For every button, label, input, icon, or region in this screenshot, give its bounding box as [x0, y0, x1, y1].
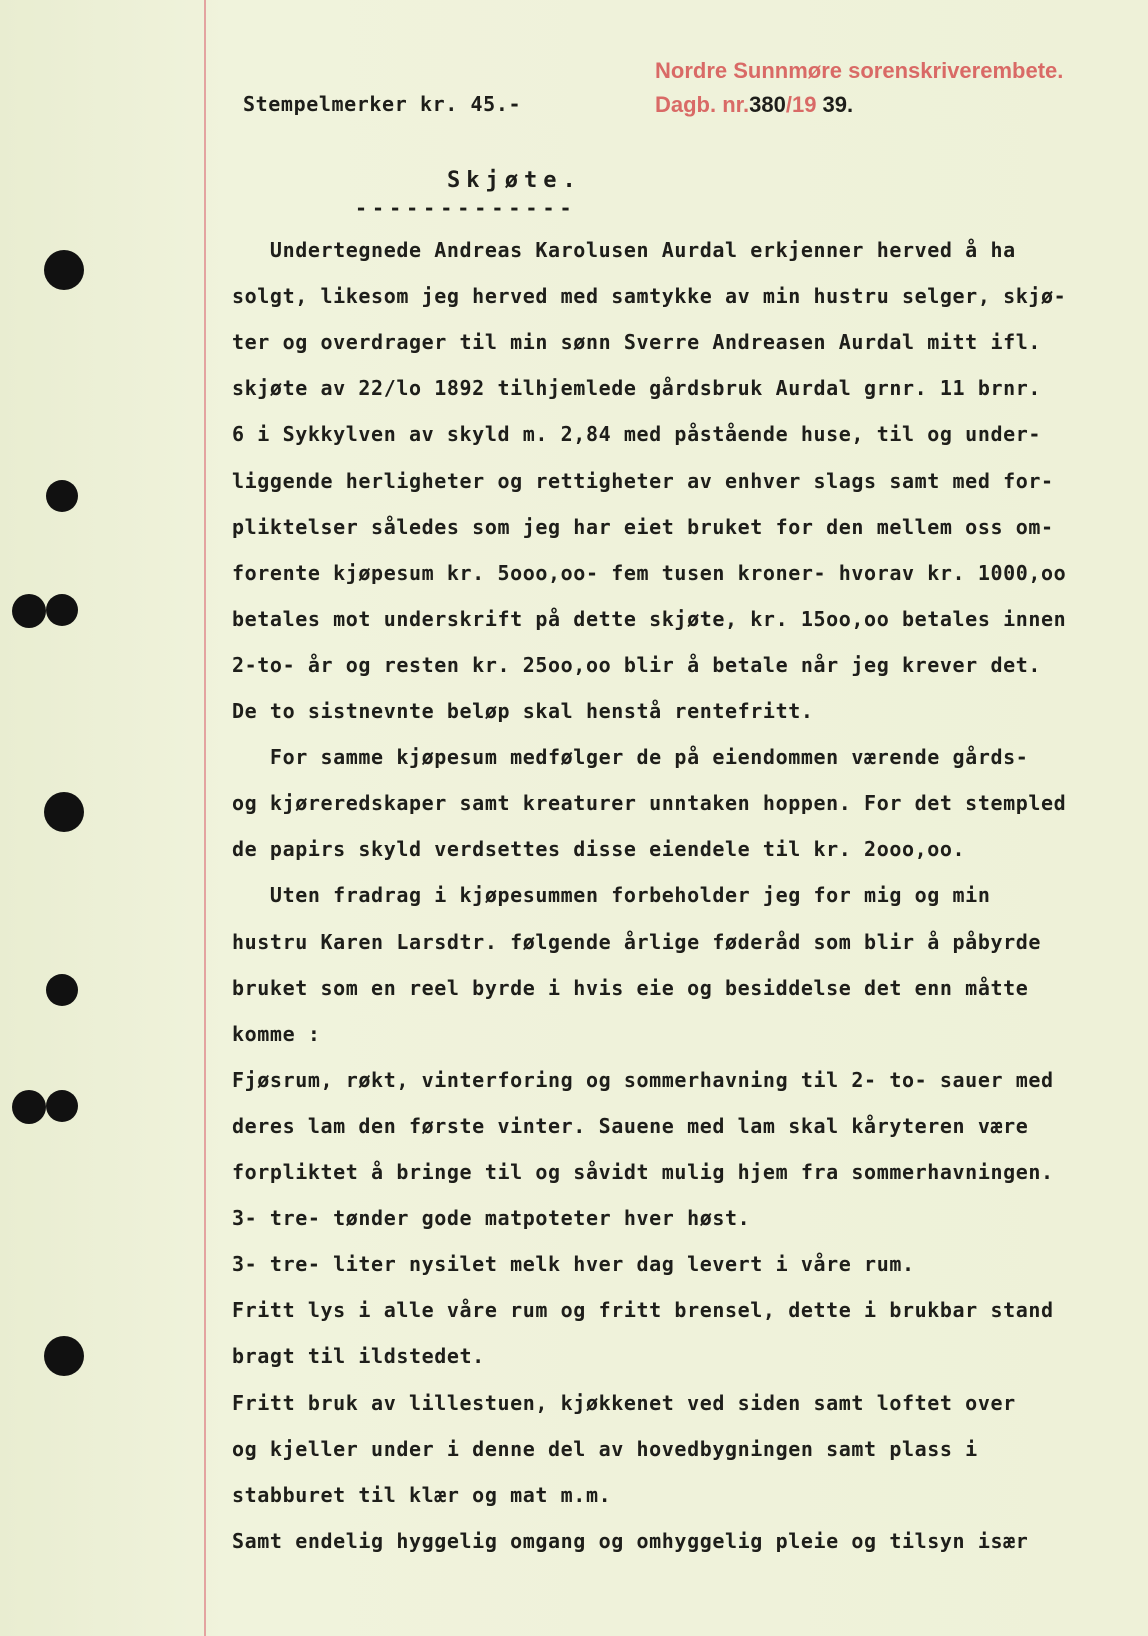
punch-hole — [44, 250, 84, 290]
diary-number: 380 — [749, 92, 786, 117]
text-line: deres lam den første vinter. Sauene med lam skal kåryteren være — [232, 1113, 1029, 1138]
diary-number-stamp — [655, 92, 853, 118]
text-line: hustru Karen Larsdtr. følgende årlige føderåd som blir å påbyrde — [232, 929, 1042, 954]
text-line: De to sistnevnte beløp skal henstå rentefritt. — [232, 699, 814, 723]
punch-hole — [46, 480, 78, 512]
text-line: forpliktet å bringe til og såvidt mulig hjem fra sommerhavningen. — [232, 1160, 1054, 1184]
text-line: stabburet til klær og mat m.m. — [232, 1482, 612, 1507]
text-line: betales mot underskrift på dette skjøte, kr. 15oo,oo betales innen — [232, 606, 1067, 631]
text-line: Uten fradrag i kjøpesummen forbeholder jeg for mig og min — [232, 883, 991, 908]
punch-hole — [12, 594, 46, 628]
red-margin-line — [204, 0, 206, 1636]
text-line: forente kjøpesum kr. 5ooo,oo- fem tusen kroner- hvorav kr. 1000,oo — [232, 560, 1067, 585]
text-line: pliktelser således som jeg har eiet bruket for den mellem oss om- — [232, 514, 1054, 539]
text-line: liggende herligheter og rettigheter av enhver slags samt med for- — [232, 468, 1054, 493]
text-line: bruket som en reel byrde i hvis eie og besiddelse det enn måtte — [232, 975, 1029, 1000]
text-line: skjøte av 22/lo 1892 tilhjemlede gårdsbruk Aurdal grnr. 11 brnr. — [232, 376, 1042, 401]
text-line: Undertegnede Andreas Karolusen Aurdal erkjenner herved å ha — [232, 238, 1016, 262]
stamp-duty-note: Stempelmerker kr. 45.- — [243, 92, 522, 116]
text-line: For samme kjøpesum medfølger de på eiendommen værende gårds- — [232, 745, 1029, 770]
diary-prefix: Dagb. nr. — [655, 92, 750, 117]
court-office-stamp: Nordre Sunnmøre sorenskriverembete. — [655, 58, 1064, 83]
text-line: 2-to- år og resten kr. 25oo,oo blir å betale når jeg krever det. — [232, 652, 1042, 677]
punch-hole — [44, 792, 84, 832]
text-line: komme : — [232, 1021, 321, 1046]
text-line: solgt, likesom jeg herved med samtykke av min hustru selger, skjø- — [232, 284, 1067, 309]
punch-hole — [46, 1090, 78, 1122]
text-line: de papirs skyld verdsettes disse eiendele til kr. 2ooo,oo. — [232, 837, 966, 862]
text-line: bragt til ildstedet. — [232, 1344, 485, 1369]
diary-year: 39. — [816, 92, 854, 117]
punch-hole — [46, 974, 78, 1006]
text-line: 6 i Sykkylven av skyld m. 2,84 med påstående huse, til og under- — [232, 422, 1042, 447]
text-line: Fritt bruk av lillestuen, kjøkkenet ved siden samt loftet over — [232, 1390, 1016, 1415]
text-line: 3- tre- liter nysilet melk hver dag levert i våre rum. — [232, 1252, 915, 1277]
punch-hole — [44, 1336, 84, 1376]
text-line: ter og overdrager til min sønn Sverre Andreasen Aurdal mitt ifl. — [232, 330, 1042, 355]
text-line: 3- tre- tønder gode matpoteter hver høst. — [232, 1206, 751, 1231]
document-title: Skjøte. — [447, 168, 582, 193]
text-line: Samt endelig hyggelig omgang og omhyggelig pleie og tilsyn især — [232, 1528, 1029, 1553]
text-line: og kjeller under i denne del av hovedbygningen samt plass i — [232, 1436, 978, 1461]
title-underline: ------------- — [355, 196, 577, 220]
punch-hole — [46, 594, 78, 626]
diary-year-prefix: /19 — [785, 92, 817, 117]
text-line: Fritt lys i alle våre rum og fritt brensel, dette i brukbar stand — [232, 1298, 1054, 1323]
text-line: Fjøsrum, røkt, vinterforing og sommerhavning til 2- to- sauer med — [232, 1067, 1054, 1092]
punch-hole — [12, 1090, 46, 1124]
text-line: og kjøreredskaper samt kreaturer unntaken hoppen. For det stempled — [232, 791, 1067, 816]
